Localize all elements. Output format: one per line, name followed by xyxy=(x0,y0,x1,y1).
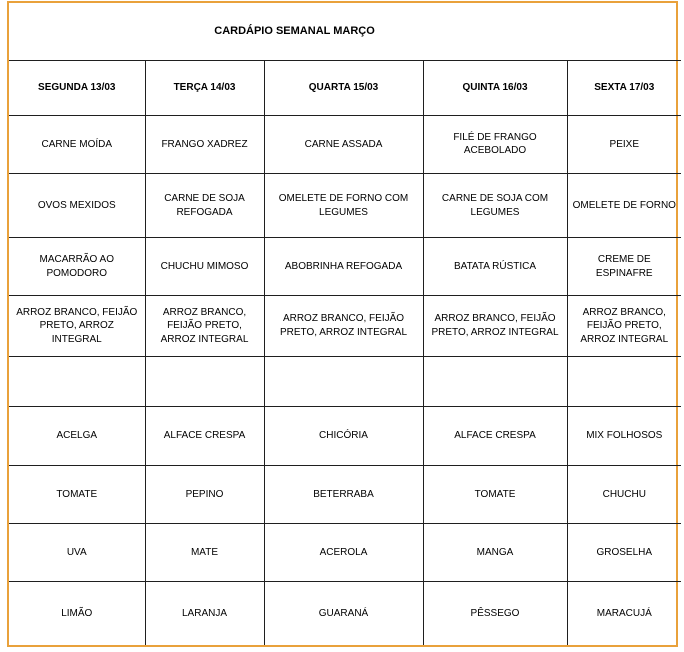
menu-cell xyxy=(145,356,264,406)
menu-cell: CARNE DE SOJA COM LEGUMES xyxy=(423,174,567,238)
header-cell-thursday: QUINTA 16/03 xyxy=(423,60,567,115)
menu-cell: ALFACE CRESPA xyxy=(145,406,264,465)
header-cell-friday: SEXTA 17/03 xyxy=(567,60,681,115)
menu-cell: ARROZ BRANCO, FEIJÃO PRETO, ARROZ INTEGRAL xyxy=(145,296,264,356)
menu-cell: ACEROLA xyxy=(264,524,423,582)
menu-cell: MANGA xyxy=(423,524,567,582)
menu-cell: MIX FOLHOSOS xyxy=(567,406,681,465)
menu-cell: ARROZ BRANCO, FEIJÃO PRETO, ARROZ INTEGRAL xyxy=(264,296,423,356)
menu-cell xyxy=(567,356,681,406)
header-cell-wednesday: QUARTA 15/03 xyxy=(264,60,423,115)
menu-cell: ABOBRINHA REFOGADA xyxy=(264,238,423,296)
menu-cell: TOMATE xyxy=(423,465,567,523)
menu-cell xyxy=(9,356,145,406)
menu-cell: BETERRABA xyxy=(264,465,423,523)
table-row xyxy=(9,174,681,238)
table-row xyxy=(9,524,681,582)
menu-cell: BATATA RÚSTICA xyxy=(423,238,567,296)
table-row xyxy=(9,238,681,296)
menu-cell: ACELGA xyxy=(9,406,145,465)
title-row xyxy=(9,3,681,60)
menu-table xyxy=(9,3,681,645)
menu-cell: CREME DE ESPINAFRE xyxy=(567,238,681,296)
menu-cell: CARNE ASSADA xyxy=(264,115,423,173)
table-row xyxy=(9,296,681,356)
menu-cell: PEIXE xyxy=(567,115,681,173)
menu-cell: ARROZ BRANCO, FEIJÃO PRETO, ARROZ INTEGRAL xyxy=(9,296,145,356)
menu-cell: TOMATE xyxy=(9,465,145,523)
menu-cell: MACARRÃO AO POMODORO xyxy=(9,238,145,296)
menu-cell: UVA xyxy=(9,524,145,582)
table-row xyxy=(9,465,681,523)
menu-cell: ARROZ BRANCO, FEIJÃO PRETO, ARROZ INTEGRAL xyxy=(423,296,567,356)
menu-table-frame xyxy=(7,1,678,647)
menu-cell: OMELETE DE FORNO xyxy=(567,174,681,238)
table-row xyxy=(9,115,681,173)
table-row-empty xyxy=(9,356,681,406)
menu-cell: MATE xyxy=(145,524,264,582)
menu-cell: ARROZ BRANCO, FEIJÃO PRETO, ARROZ INTEGRAL xyxy=(567,296,681,356)
menu-cell: PEPINO xyxy=(145,465,264,523)
header-cell-tuesday: TERÇA 14/03 xyxy=(145,60,264,115)
menu-cell: GROSELHA xyxy=(567,524,681,582)
menu-cell: OVOS MEXIDOS xyxy=(9,174,145,238)
menu-cell: CHICÓRIA xyxy=(264,406,423,465)
menu-cell: FILÉ DE FRANGO ACEBOLADO xyxy=(423,115,567,173)
menu-cell: CHUCHU MIMOSO xyxy=(145,238,264,296)
table-row xyxy=(9,406,681,465)
menu-cell: CARNE MOÍDA xyxy=(9,115,145,173)
menu-cell: FRANGO XADREZ xyxy=(145,115,264,173)
menu-cell: MARACUJÁ xyxy=(567,582,681,645)
menu-cell: ALFACE CRESPA xyxy=(423,406,567,465)
table-row xyxy=(9,582,681,645)
menu-cell: CARNE DE SOJA REFOGADA xyxy=(145,174,264,238)
menu-cell: PÊSSEGO xyxy=(423,582,567,645)
menu-cell: OMELETE DE FORNO COM LEGUMES xyxy=(264,174,423,238)
menu-cell: LARANJA xyxy=(145,582,264,645)
menu-cell: LIMÃO xyxy=(9,582,145,645)
menu-cell: GUARANÁ xyxy=(264,582,423,645)
header-row xyxy=(9,60,681,115)
menu-cell xyxy=(264,356,423,406)
menu-cell xyxy=(423,356,567,406)
menu-cell: CHUCHU xyxy=(567,465,681,523)
page-title: CARDÁPIO SEMANAL MARÇO xyxy=(9,3,681,60)
header-cell-monday: SEGUNDA 13/03 xyxy=(9,60,145,115)
